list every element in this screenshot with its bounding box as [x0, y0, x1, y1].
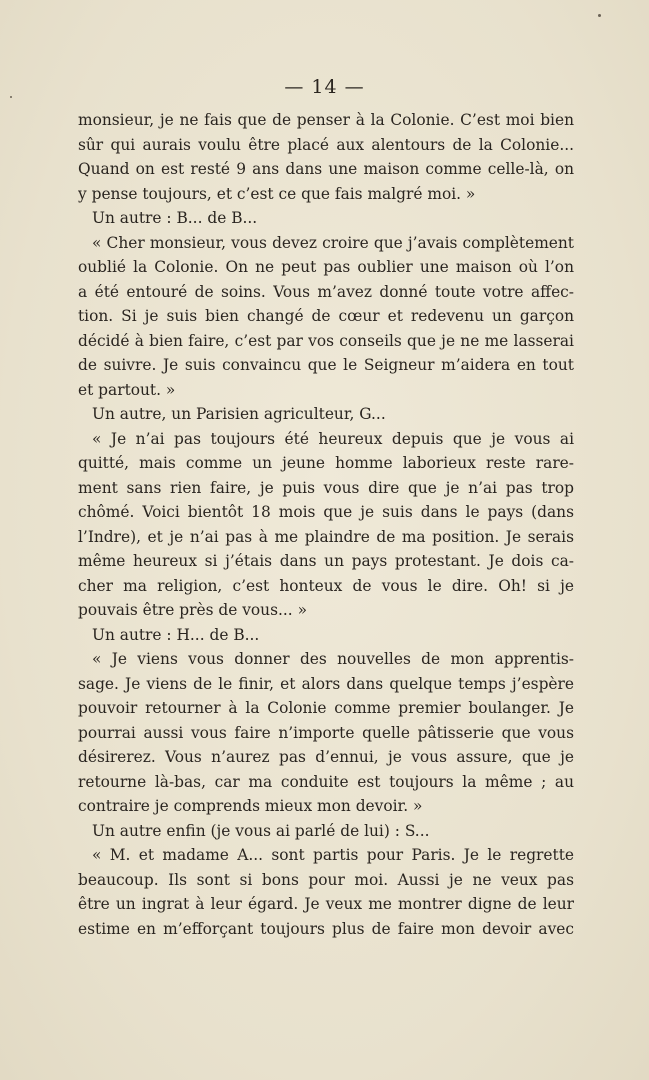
paper-speck — [10, 96, 12, 98]
text-line: beaucoup. Ils sont si bons pour moi. Aussi je ne veux pas — [78, 870, 574, 889]
text-line: décidé à bien faire, c’est par vos conseils que je ne me lasserai — [78, 331, 574, 350]
text-line: y pense toujours, et c’est ce que fais malgré moi. » — [78, 184, 476, 203]
text-line: monsieur, je ne fais que de penser à la Colonie. C’est moi bien — [78, 111, 574, 129]
text-line: Un autre : B... de B... — [92, 209, 258, 227]
text-line: sage. Je viens de le finir, et alors dans quelque temps j’espère — [78, 674, 574, 693]
text-line: sûr qui aurais voulu être placé aux alentours de la Colonie... — [78, 135, 574, 154]
text-line: chômé. Voici bientôt 18 mois que je suis dans le pays (dans — [78, 503, 574, 521]
text-line: cher ma religion, c’est honteux de vous le dire. Oh! si je — [78, 576, 574, 595]
text-line: désirerez. Vous n’aurez pas d’ennui, je vous assure, que je — [78, 748, 574, 766]
text-line: être un ingrat à leur égard. Je veux me montrer digne de leur — [78, 895, 574, 913]
text-line: « Je n’ai pas toujours été heureux depuis que je vous ai — [92, 429, 574, 448]
text-line: même heureux si j’étais dans un pays protestant. Je dois ca- — [78, 552, 574, 570]
text-line: « Cher monsieur, vous devez croire que j’avais complètement — [92, 233, 574, 252]
text-line: Un autre, un Parisien agriculteur, G... — [92, 405, 386, 423]
page-number: — 14 — — [284, 76, 365, 98]
text-line: l’Indre), et je n’ai pas à me plaindre de ma position. Je serais — [78, 527, 574, 546]
text-line: « M. et madame A... sont partis pour Paris. Je le regrette — [92, 846, 574, 864]
text-line: tion. Si je suis bien changé de cœur et redevenu un garçon — [78, 307, 574, 325]
body-text — [78, 108, 574, 941]
text-line: « Je viens vous donner des nouvelles de mon apprentis- — [92, 650, 574, 668]
text-line: retourne là-bas, car ma conduite est toujours la même ; au — [78, 772, 574, 791]
text-line: a été entouré de soins. Vous m’avez donné toute votre affec- — [78, 282, 574, 301]
text-line: pouvais être près de vous... » — [78, 601, 307, 619]
text-line: pourrai aussi vous faire n’importe quelle pâtisserie que vous — [78, 723, 574, 742]
text-line: Un autre : H... de B... — [92, 625, 260, 644]
text-line: contraire je comprends mieux mon devoir. » — [78, 797, 423, 815]
text-line: et partout. » — [78, 380, 176, 399]
text-line: de suivre. Je suis convaincu que le Seigneur m’aidera en tout — [78, 356, 574, 374]
text-line: ment sans rien faire, je puis vous dire que je n’ai pas trop — [78, 478, 574, 497]
text-line: Un autre enfin (je vous ai parlé de lui) : S... — [92, 821, 430, 840]
paper-speck — [598, 14, 601, 17]
text-line: Quand on est resté 9 ans dans une maison comme celle-là, on — [78, 160, 574, 178]
text-line: estime en m’efforçant toujours plus de faire mon devoir avec — [78, 919, 574, 938]
text-line: quitté, mais comme un jeune homme laborieux reste rare- — [78, 454, 574, 472]
text-line: oublié la Colonie. On ne peut pas oublier une maison où l’on — [78, 258, 574, 276]
text-line: pouvoir retourner à la Colonie comme premier boulanger. Je — [78, 699, 574, 717]
